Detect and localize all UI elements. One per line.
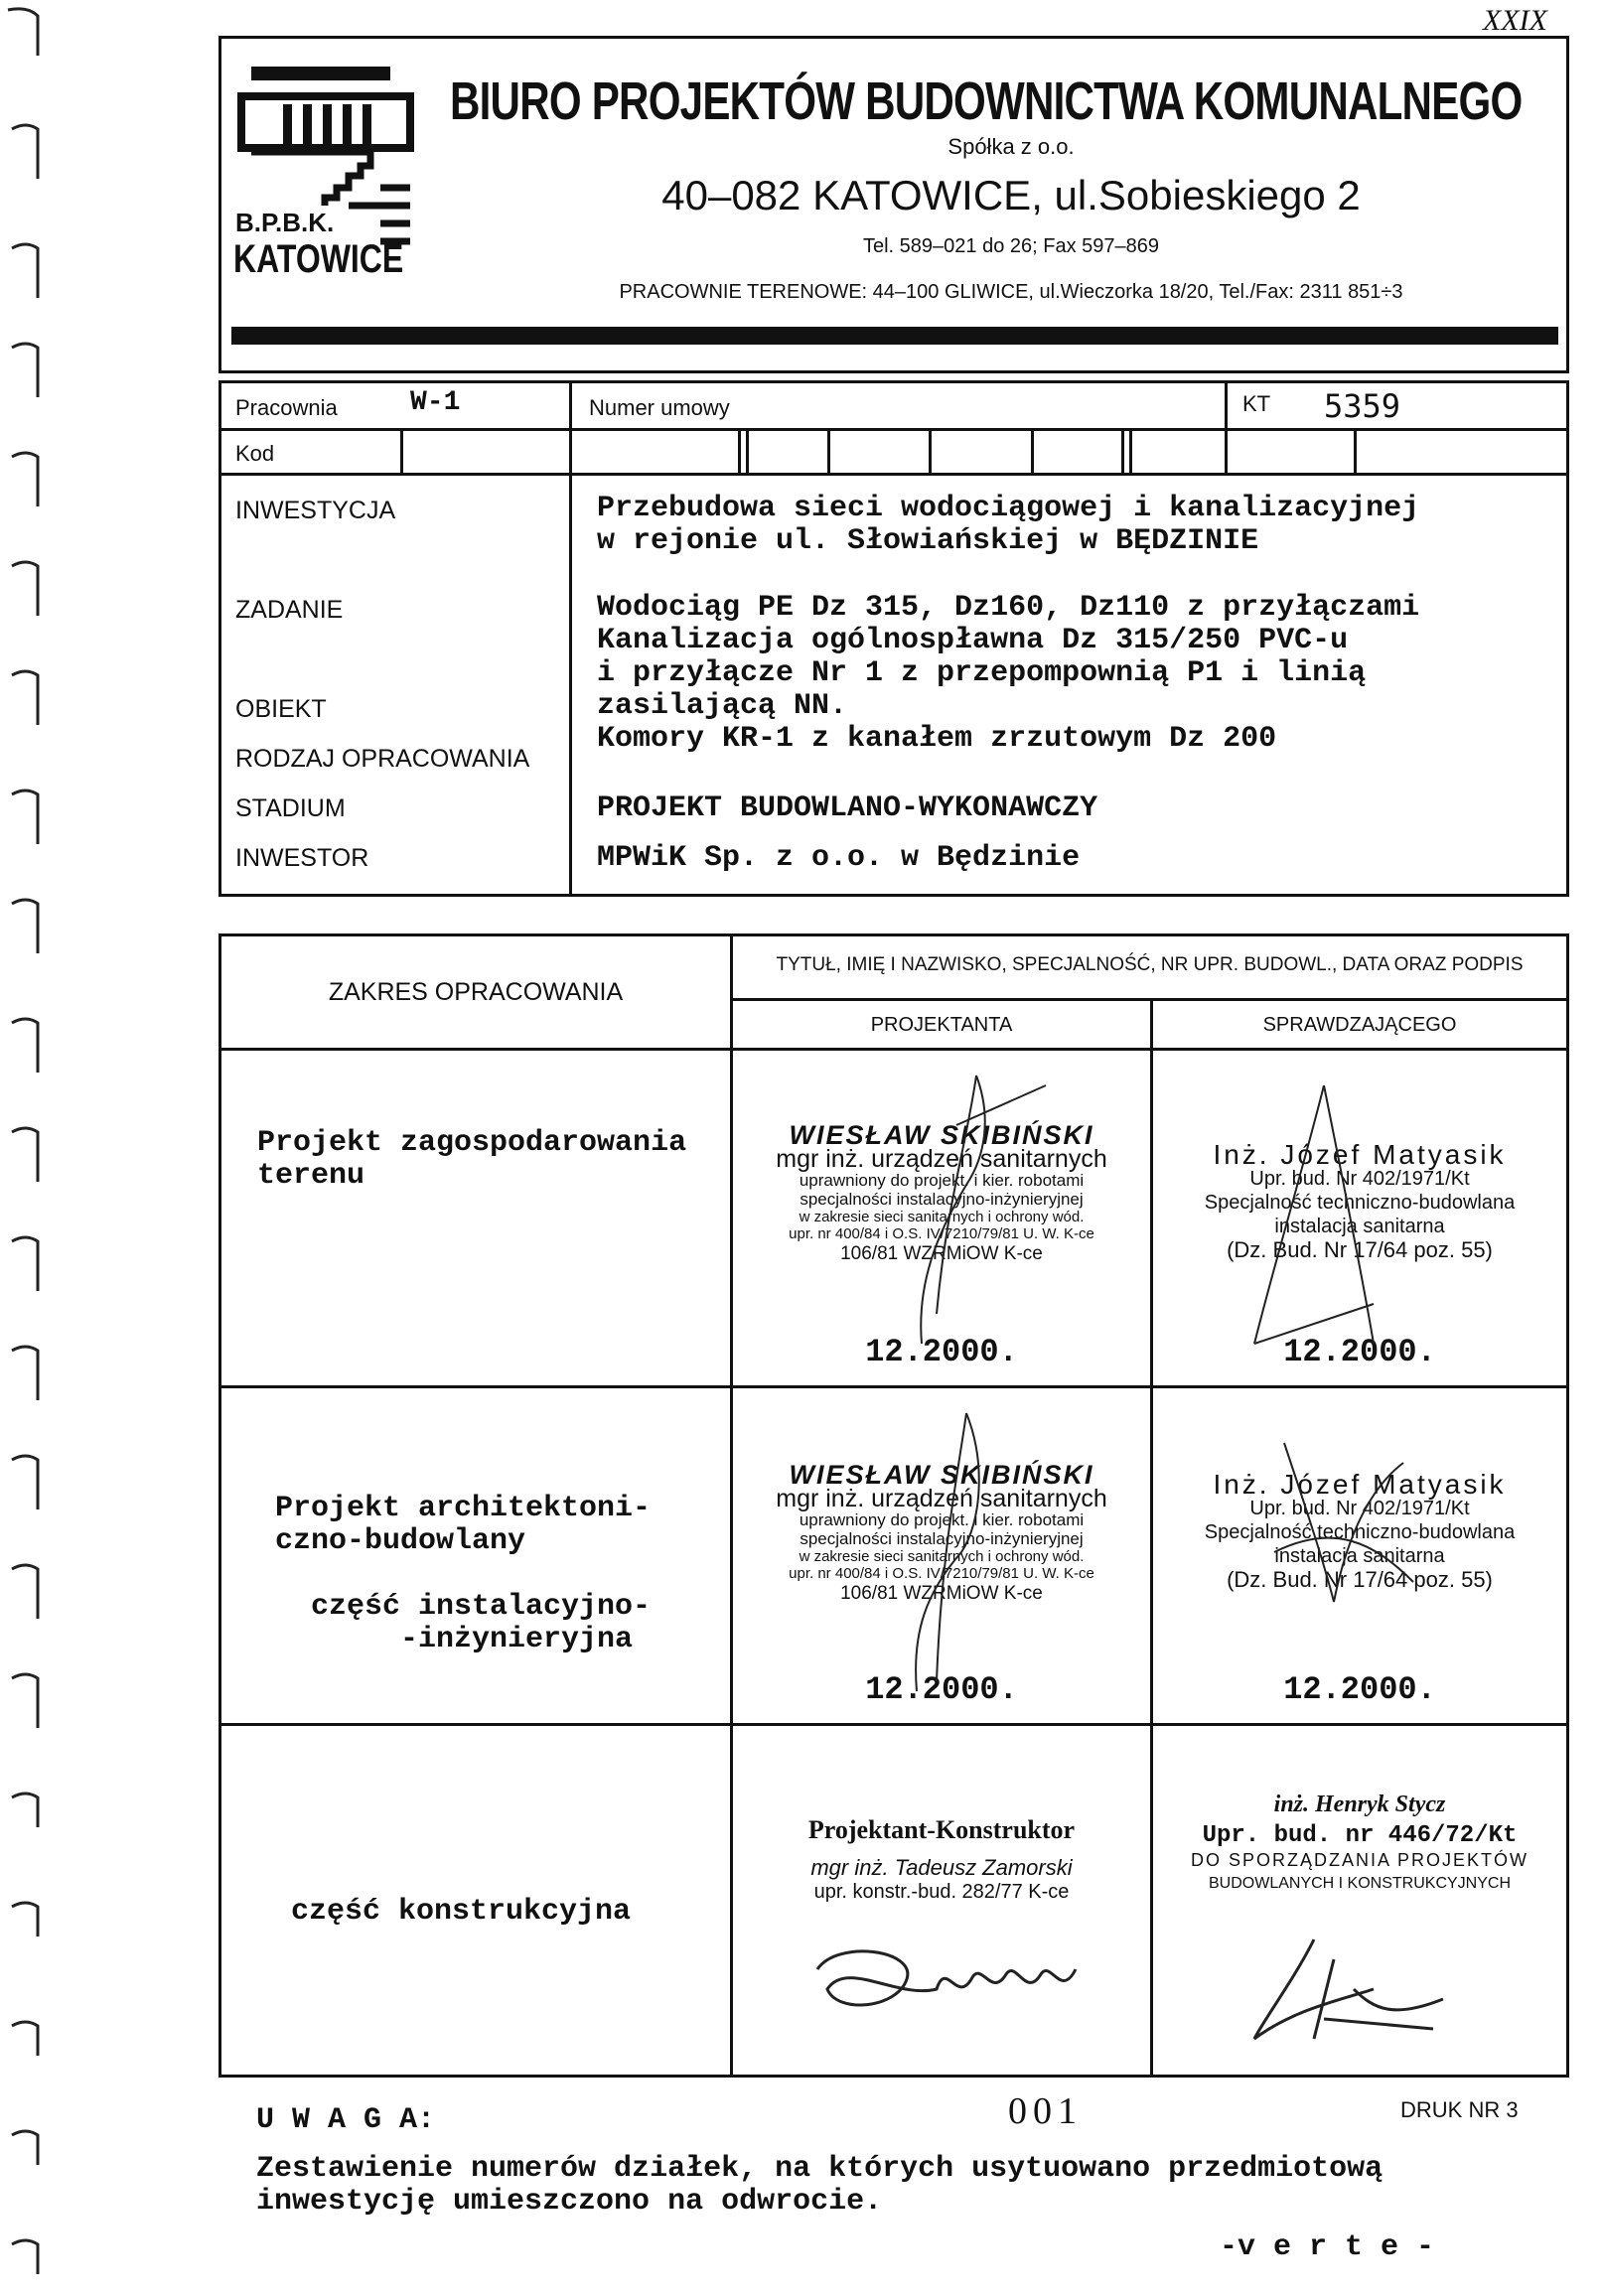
druk-label: DRUK NR 3: [1400, 2097, 1519, 2122]
corner-mark: XXIX: [1483, 4, 1547, 37]
designer-signature-row-3: [798, 1920, 1115, 2029]
pracownia-value: W-1: [410, 387, 461, 418]
zakres-row-3: część konstrukcyjna: [291, 1895, 632, 1929]
designer-signature-row-1: [817, 1066, 1095, 1363]
sprawdzajacego-header: SPRAWDZAJĄCEGO: [1262, 1014, 1457, 1036]
designer-signature-row-2: [817, 1403, 1095, 1701]
header-rule: [231, 327, 1558, 345]
stadium-label: STADIUM: [235, 794, 346, 822]
designer-stamp-row-2: WIESŁAW SKIBIŃSKI mgr inż. urządzeń sanitarnych uprawniony do projekt. i kier. robotami specjalności instalacyjno-inżynieryjnej w zakresie sieci sanitarnych i ochrony wód. upr. nr 400/84 i O.S. IV/7210/79/81 U. W. K-ce 106/81 WZRMiOW K-ce: [776, 1460, 1107, 1604]
binder-margin: [0, 0, 60, 2296]
logo-letters: B.P.B.K.: [235, 208, 335, 237]
zadanie-label: ZADANIE: [235, 596, 344, 624]
inwestycja-label: INWESTYCJA: [235, 497, 396, 524]
inwestor-text: MPWiK Sp. z o.o. w Będzinie: [597, 841, 1081, 875]
rodzaj-label: RODZAJ OPRACOWANIA: [235, 745, 530, 773]
top-header: TYTUŁ, IMIĘ I NAZWISKO, SPECJALNOŚĆ, NR UPR. BUDOWL., DATA ORAZ PODPIS: [776, 954, 1524, 975]
org-phones: Tel. 589–021 do 26; Fax 597–869: [862, 235, 1160, 257]
kt-label: KT: [1242, 391, 1271, 416]
designer-stamp-row-1: WIESŁAW SKIBIŃSKI mgr inż. urządzeń sanitarnych uprawniony do projekt. i kier. robotami specjalności instalacyjno-inżynieryjnej w zakresie sieci sanitarnych i ochrony wód. upr. nr 400/84 i O.S. IV/7210/79/81 U. W. K-ce 106/81 WZRMiOW K-ce: [733, 1123, 1150, 1266]
designer-date-row-1: 12.2000.: [865, 1334, 1018, 1370]
obiekt-label: OBIEKT: [235, 695, 327, 723]
kt-value: 5359: [1324, 387, 1401, 425]
kod-label: Kod: [235, 441, 275, 466]
inwestor-label: INWESTOR: [235, 844, 369, 872]
checker-stamp-row-3: inż. Henryk Stycz Upr. bud. nr 446/72/Kt DO SPORZĄDZANIA PROJEKTÓW BUDOWLANYCH I KONSTRUKCYJNYCH: [1190, 1792, 1529, 1892]
checker-stamp-row-2: Inż. Józef Matyasik Upr. bud. Nr 402/1971/Kt Specjalność techniczno-budowlana instalacja sanitarna (Dz. Bud. Nr 17/64 poz. 55): [1204, 1469, 1516, 1592]
checker-stamp-row-1: Inż. Józef Matyasik Upr. bud. Nr 402/1971/Kt Specjalność techniczno-budowlana instalacja sanitarna (Dz. Bud. Nr 17/64 poz. 55): [1204, 1139, 1516, 1262]
zakres-row-2: Projekt architektoni- czno-budowlany część instalacyjno- -inżynieryjna: [275, 1492, 652, 1656]
designer-date-row-2: 12.2000.: [865, 1671, 1018, 1708]
checker-date-row-1: 12.2000.: [1283, 1334, 1436, 1370]
zakres-header: ZAKRES OPRACOWANIA: [328, 978, 624, 1006]
checker-signature-row-1: [1215, 1066, 1453, 1363]
checker-signature-row-2: [1215, 1403, 1453, 1651]
project-info-table: [218, 380, 1569, 897]
org-address: 40–082 KATOWICE, ul.Sobieskiego 2: [661, 172, 1361, 218]
umowa-label: Numer umowy: [589, 395, 730, 420]
checker-date-row-2: 12.2000.: [1283, 1671, 1436, 1708]
zadanie-text: Wodociąg PE Dz 315, Dz160, Dz110 z przyłączami Kanalizacja ogólnospławna Dz 315/250 PVC-u i przyłącze Nr 1 z przepompownią P1 i linią zasilającą NN. Komory KR-1 z kanałem zrzutowym Dz 200: [597, 591, 1420, 756]
letterhead: [218, 36, 1569, 373]
signature-table: [218, 933, 1569, 2078]
designer-name: WIESŁAW SKIBIŃSKI: [789, 1120, 1094, 1150]
logo-city: KATOWICE: [233, 237, 404, 281]
inwestycja-text: Przebudowa sieci wodociągowej i kanalizacyjnej w rejonie ul. Słowiańskiej w BĘDZINIE: [597, 492, 1420, 558]
projektanta-header: PROJEKTANTA: [870, 1014, 1013, 1036]
org-name: BIURO PROJEKTÓW BUDOWNICTWA KOMUNALNEGO: [450, 72, 1523, 131]
pracownia-label: Pracownia: [235, 395, 338, 420]
verte-label: -v e r t e -: [1220, 2230, 1435, 2264]
uwaga-label: U W A G A:: [256, 2103, 436, 2137]
stadium-text: PROJEKT BUDOWLANO-WYKONAWCZY: [597, 791, 1098, 825]
page-number: 001: [1008, 2090, 1083, 2132]
org-form: Spółka z o.o.: [947, 134, 1075, 159]
designer-stamp-row-3: Projektant-Konstruktor mgr inż. Tadeusz Zamorski upr. konstr.-bud. 282/77 K-ce: [807, 1815, 1076, 1903]
checker-signature-row-3: [1215, 1930, 1473, 2059]
zakres-row-1: Projekt zagospodarowania terenu: [257, 1126, 687, 1193]
field-offices: PRACOWNIE TERENOWE: 44–100 GLIWICE, ul.Wieczorka 18/20, Tel./Fax: 2311 851÷3: [619, 281, 1403, 303]
footer-note: Zestawienie numerów działek, na których usytuowano przedmiotową inwestycję umieszczono na odwrocie.: [256, 2152, 1384, 2219]
